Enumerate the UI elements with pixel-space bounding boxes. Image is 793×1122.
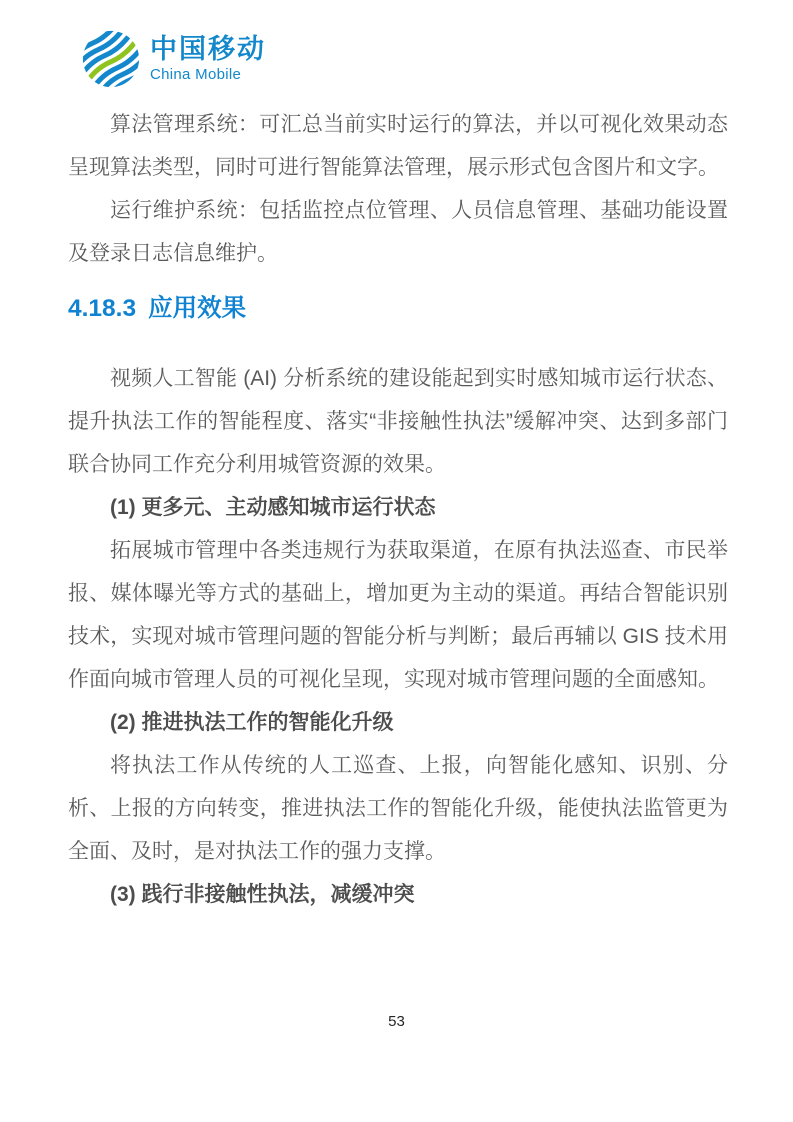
subheading-3: (3) 践行非接触性执法，减缓冲突 xyxy=(110,883,415,906)
paragraph-sub2: 将执法工作从传统的人工巡查、上报，向智能化感知、识别、分析、上报的方向转变，推进执法工作的智能化升级，能使执法监管更为全面、及时，是对执法工作的强力支撑。 xyxy=(68,754,728,863)
subheading-1: (1) 更多元、主动感知城市运行状态 xyxy=(110,496,436,519)
section-title: 应用效果 xyxy=(148,295,247,322)
paragraph-algorithm-system: 算法管理系统：可汇总当前实时运行的算法，并以可视化效果动态呈现算法类型，同时可进行智能算法管理，展示形式包含图片和文字。 xyxy=(68,113,728,179)
logo-title-en: China Mobile xyxy=(150,66,242,83)
china-mobile-logo xyxy=(80,28,266,90)
logo-wordmark xyxy=(150,36,266,82)
logo-title-cn: 中国移动 xyxy=(150,34,266,64)
subheading-2: (2) 推进执法工作的智能化升级 xyxy=(110,711,394,734)
section-number: 4.18.3 xyxy=(68,295,137,322)
paragraph-sub1: 拓展城市管理中各类违规行为获取渠道，在原有执法巡查、市民举报、媒体曝光等方式的基础上，增加更为主动的渠道。再结合智能识别技术，实现对城市管理问题的智能分析与判断；最后再辅以 GIS 技术用作面向城市管理人员的可视化呈现，实现对城市管理问题的全面感知。 xyxy=(68,539,728,691)
document-body xyxy=(68,90,728,916)
paragraph-intro: 视频人工智能 (AI) 分析系统的建设能起到实时感知城市运行状态、提升执法工作的智能程度、落实“非接触性执法”缓解冲突、达到多部门联合协同工作充分利用城管资源的效果。 xyxy=(68,367,728,476)
china-mobile-globe-icon xyxy=(80,28,142,90)
section-heading xyxy=(68,291,728,327)
paragraph-operation-system: 运行维护系统：包括监控点位管理、人员信息管理、基础功能设置及登录日志信息维护。 xyxy=(68,199,728,265)
page-number: 53 xyxy=(388,1013,405,1030)
